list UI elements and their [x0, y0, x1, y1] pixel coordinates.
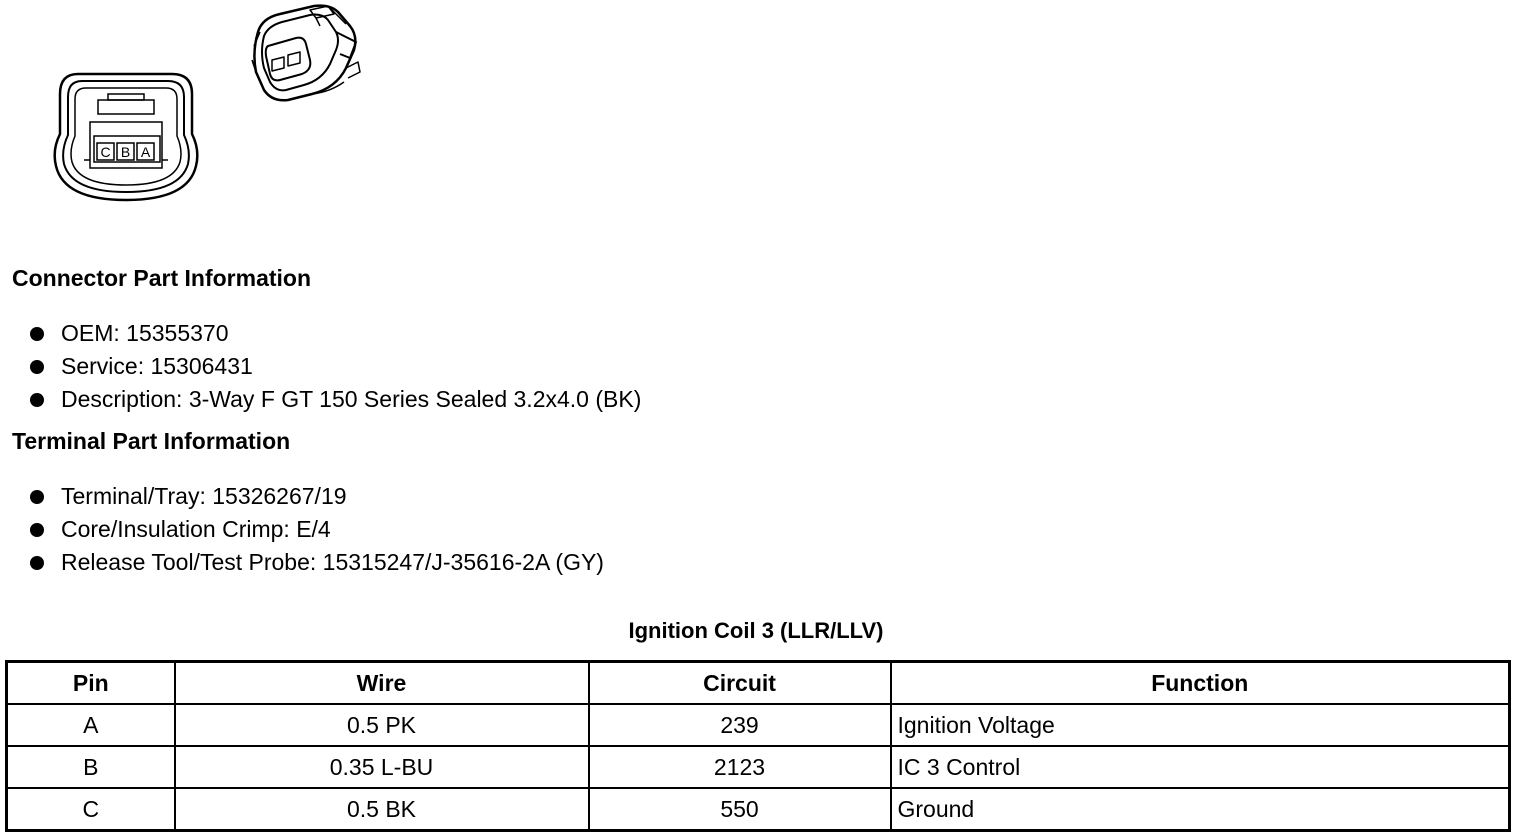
column-header-function: Function [891, 662, 1510, 705]
bullet-icon [30, 556, 44, 570]
service-part-number: Service: 15306431 [61, 353, 253, 379]
bullet-icon [30, 393, 44, 407]
wire-cell: 0.5 BK [175, 788, 589, 831]
circuit-cell: 2123 [589, 746, 891, 788]
bullet-icon [30, 360, 44, 374]
wire-cell: 0.35 L-BU [175, 746, 589, 788]
table-row [7, 746, 1510, 788]
pin-table-title: Ignition Coil 3 (LLR/LLV) [628, 618, 884, 643]
bullet-icon [30, 523, 44, 537]
release-tool-test-probe: Release Tool/Test Probe: 15315247/J-35616-2A (GY) [61, 549, 604, 575]
cavity-c-label: C [100, 144, 111, 160]
circuit-cell: 550 [589, 788, 891, 831]
terminal-info-list [30, 480, 604, 579]
cavity-b [117, 143, 134, 160]
table-header-row [7, 662, 1510, 705]
list-item [30, 546, 604, 579]
bullet-icon [30, 327, 44, 341]
circuit-cell: 239 [589, 704, 891, 746]
pin-cell: A [7, 704, 175, 746]
core-insulation-crimp: Core/Insulation Crimp: E/4 [61, 516, 331, 542]
connector-face-illustration [50, 70, 202, 204]
table-row [7, 704, 1510, 746]
pin-cell: B [7, 746, 175, 788]
list-item [30, 480, 604, 513]
cavity-a [137, 143, 154, 160]
column-header-circuit: Circuit [589, 662, 891, 705]
pin-table [5, 660, 1511, 832]
connector-description: Description: 3-Way F GT 150 Series Sealed 3.2x4.0 (BK) [61, 386, 642, 412]
cavity-c [97, 143, 114, 160]
connector-info-heading: Connector Part Information [12, 265, 312, 291]
column-header-wire: Wire [175, 662, 589, 705]
connector-isometric-illustration [250, 2, 364, 104]
connector-info-list [30, 317, 641, 416]
list-item [30, 513, 604, 546]
list-item [30, 383, 641, 416]
bullet-icon [30, 490, 44, 504]
function-cell: Ignition Voltage [891, 704, 1510, 746]
terminal-info-heading: Terminal Part Information [12, 428, 291, 454]
function-cell: IC 3 Control [891, 746, 1510, 788]
list-item [30, 317, 641, 350]
function-cell: Ground [891, 788, 1510, 831]
list-item [30, 350, 641, 383]
wire-cell: 0.5 PK [175, 704, 589, 746]
oem-part-number: OEM: 15355370 [61, 320, 229, 346]
terminal-tray: Terminal/Tray: 15326267/19 [61, 483, 347, 509]
table-row [7, 788, 1510, 831]
column-header-pin: Pin [7, 662, 175, 705]
pin-cell: C [7, 788, 175, 831]
cavity-b-label: B [120, 144, 131, 160]
cavity-a-label: A [140, 144, 151, 160]
